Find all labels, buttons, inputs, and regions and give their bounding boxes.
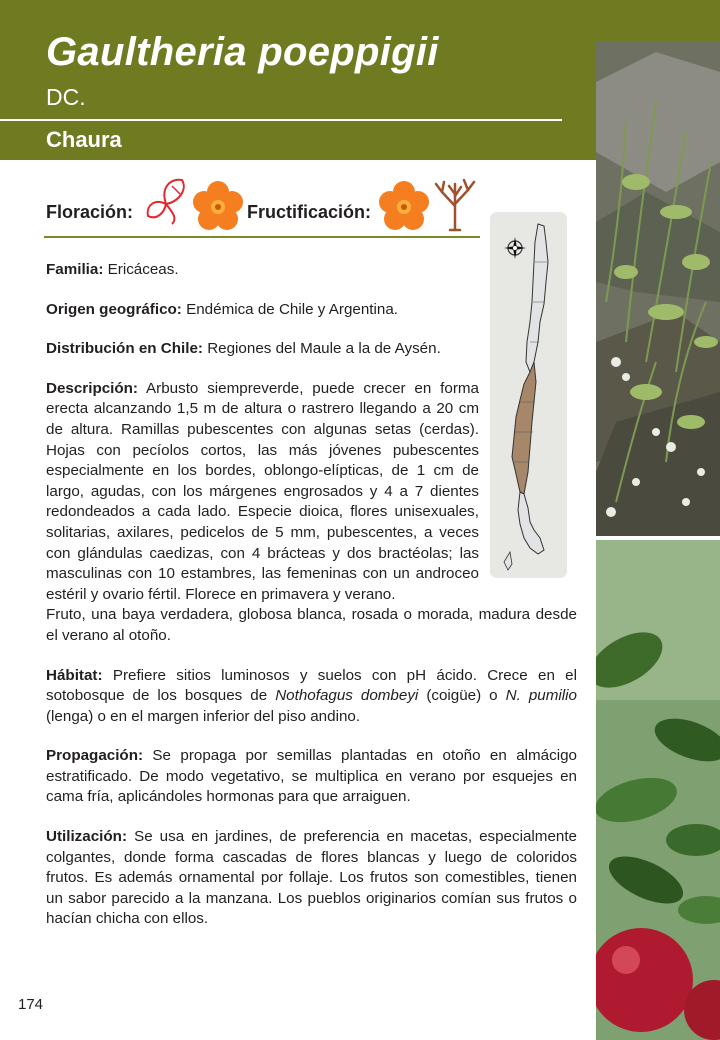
propagacion-paragraph: [46, 746, 577, 808]
butterfly-icon: [142, 176, 190, 233]
utilizacion-text: Se usa en jardines, de preferencia en macetas, especialmente colgantes, donde forma cascadas de flores blancas y luego de coloridos frutos. Es además ornamental por follaje. Los frutos son comestibles, tienen un sabor parecido a la manzana. Los pueblos originarios comían sus frutos o hacían chicha con ellos.: [46, 828, 577, 928]
header-divider: [0, 119, 562, 121]
species-author: DC.: [46, 84, 86, 110]
familia-text: Ericáceas.: [107, 261, 179, 278]
propagacion-text: Se propaga por semillas plantadas en otoño en almácigo estratificado. De modo vegetativo, se multiplica en verano por esquejes en cama fría, aplicándoles hormonas para que arraiguen.: [46, 747, 577, 806]
familia-label: Familia:: [46, 261, 104, 278]
familia-paragraph: [46, 260, 479, 281]
page-number: 174: [18, 996, 44, 1013]
habitat-text: Prefiere sitios luminosos y suelos con pH ácido. Crece en el sotobosque de los bosques de: [46, 666, 577, 705]
berries-photo: [596, 540, 720, 1040]
utilizacion-paragraph: [46, 827, 577, 930]
flower-icon: [378, 180, 430, 237]
distribucion-label: Distribución en Chile:: [46, 340, 203, 358]
descripcion-label: Descripción:: [46, 379, 138, 397]
shrub-photo: [596, 42, 720, 536]
utilizacion-label: Utilización:: [46, 828, 128, 846]
descripcion-paragraph: [46, 379, 479, 606]
flower-icon: [192, 180, 244, 237]
origen-label: Origen geográfico:: [46, 300, 182, 318]
origen-text: Endémica de Chile y Argentina.: [186, 300, 398, 318]
habitat-text: (coigüe) o: [426, 687, 498, 705]
distribucion-paragraph: [46, 339, 479, 360]
compass-icon: [504, 237, 526, 259]
habitat-paragraph: [46, 666, 577, 728]
flowering-label: Floración:: [46, 202, 134, 222]
habitat-text: (lenga) o en el margen inferior del piso andino.: [46, 707, 361, 725]
species-title: Gaultheria poeppigii: [46, 30, 439, 74]
bare-tree-icon: [430, 174, 480, 237]
distribucion-text: Regiones del Maule a la de Aysén.: [207, 340, 441, 358]
fruiting-label: Fructificación:: [247, 202, 372, 222]
descripcion-text: Arbusto siempreverde, puede crecer en forma erecta alcanzando 1,5 m de altura o rastrero llegando a 20 cm de altura. Ramillas pubescentes con algunas setas (cerdas). Hojas con pecíolos cortos, las más jóvenes pubescentes especialmente en los bordes, oblongo-elípticas, de 1 cm de largo, agudas, con los márgenes engrosados y 4 a 7 dientes redondeados a cada lado. Especie dioica, flores unisexuales, solitarias, axilares, pedicelos de 5 mm, pubescentes, a veces con glándulas caedizas, con 4 brácteas y dos bractéolas; las masculinas con 10 estambres, las femeninas con un androceo estéril y ovario fértil. Florece en primavera y verano.: [46, 379, 479, 603]
descripcion-continuation: [46, 605, 577, 646]
propagacion-label: Propagación:: [46, 747, 144, 765]
phenology-divider: [44, 236, 480, 238]
species-name: Nothofagus dombeyi: [275, 687, 419, 705]
origen-paragraph: [46, 300, 479, 321]
common-name: Chaura: [46, 127, 122, 152]
descripcion-text-continued: Fruto, una baya verdadera, globosa blanca, rosada o morada, madura desde el verano al otoño.: [46, 606, 577, 644]
habitat-label: Hábitat:: [46, 666, 103, 684]
species-name: N. pumilio: [505, 687, 577, 705]
species-description: [46, 260, 577, 949]
